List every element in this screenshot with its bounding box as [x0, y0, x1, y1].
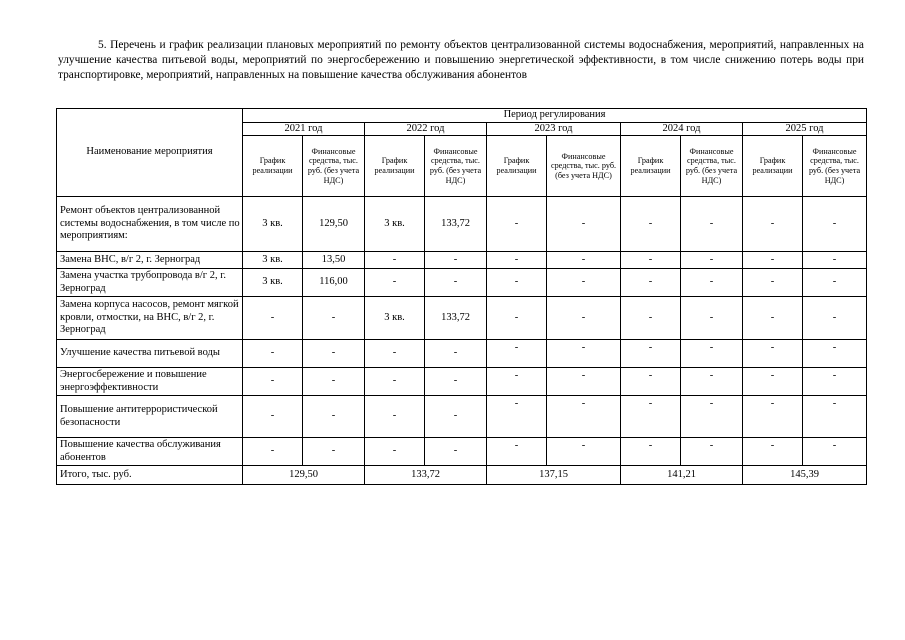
- finance-cell: -: [803, 297, 867, 340]
- finance-cell: -: [547, 368, 621, 396]
- finance-cell: -: [681, 197, 743, 252]
- finance-cell: -: [425, 368, 487, 396]
- schedule-cell: -: [743, 197, 803, 252]
- row-name-cell: Энергосбережение и повышение энергоэффективности: [57, 368, 243, 396]
- total-label: Итого, тыс. руб.: [57, 466, 243, 485]
- section-intro-paragraph: 5. Перечень и график реализации плановых мероприятий по ремонту объектов централизованной системы водоснабжения, мероприятий, направленных на улучшение качества питьевой воды, мероприятий по энергосбережению и повышению энергетической эффективности, в том числе снижению потерь воды при транспортировке, мероприятий, направленных на повышение качества обслуживания абонентов: [58, 39, 864, 81]
- schedule-cell: 3 кв.: [365, 197, 425, 252]
- finance-cell: -: [547, 340, 621, 368]
- row-name-cell: Замена участка трубопровода в/г 2, г. Зерноград: [57, 269, 243, 297]
- schedule-subheader: График реализации: [743, 136, 803, 197]
- schedule-cell: -: [743, 368, 803, 396]
- finance-cell: -: [425, 252, 487, 269]
- schedule-cell: -: [621, 368, 681, 396]
- schedule-cell: -: [487, 368, 547, 396]
- schedule-cell: -: [743, 297, 803, 340]
- schedule-cell: -: [243, 340, 303, 368]
- schedule-cell: 3 кв.: [365, 297, 425, 340]
- finance-cell: -: [803, 269, 867, 297]
- year-header-2024: 2024 год: [621, 122, 743, 136]
- finance-subheader: Финансовые средства, тыс. руб. (без учета НДС): [681, 136, 743, 197]
- schedule-cell: -: [487, 252, 547, 269]
- schedule-cell: -: [743, 340, 803, 368]
- finance-subheader: Финансовые средства, тыс. руб. (без учета НДС): [803, 136, 867, 197]
- schedule-cell: -: [743, 269, 803, 297]
- schedule-cell: -: [621, 396, 681, 438]
- schedule-cell: -: [487, 438, 547, 466]
- table-row: [57, 197, 867, 252]
- year-header-2025: 2025 год: [743, 122, 867, 136]
- finance-cell: -: [803, 438, 867, 466]
- total-value-cell: 141,21: [621, 466, 743, 485]
- finance-cell: -: [547, 396, 621, 438]
- schedule-cell: -: [365, 269, 425, 297]
- finance-cell: 116,00: [303, 269, 365, 297]
- table-row: [57, 368, 867, 396]
- schedule-cell: -: [243, 297, 303, 340]
- finance-cell: -: [303, 340, 365, 368]
- finance-cell: -: [547, 297, 621, 340]
- finance-cell: -: [803, 340, 867, 368]
- total-value-cell: 137,15: [487, 466, 621, 485]
- schedule-cell: 3 кв.: [243, 197, 303, 252]
- schedule-cell: -: [365, 368, 425, 396]
- row-name-cell: Замена корпуса насосов, ремонт мягкой кровли, отмостки, на ВНС, в/г 2, г. Зерноград: [57, 297, 243, 340]
- schedule-cell: -: [487, 269, 547, 297]
- finance-subheader: Финансовые средства, тыс. руб. (без учета НДС): [547, 136, 621, 197]
- total-value-cell: 145,39: [743, 466, 867, 485]
- schedule-cell: -: [487, 297, 547, 340]
- finance-cell: -: [803, 368, 867, 396]
- finance-cell: -: [803, 252, 867, 269]
- finance-cell: -: [803, 396, 867, 438]
- name-column-header: Наименование мероприятия: [57, 109, 243, 197]
- schedule-cell: 3 кв.: [243, 269, 303, 297]
- finance-subheader: Финансовые средства, тыс. руб. (без учета НДС): [303, 136, 365, 197]
- schedule-cell: -: [743, 396, 803, 438]
- finance-cell: -: [425, 396, 487, 438]
- schedule-cell: -: [621, 197, 681, 252]
- total-row: [57, 466, 867, 485]
- finance-cell: 133,72: [425, 297, 487, 340]
- finance-cell: -: [303, 438, 365, 466]
- schedule-cell: -: [487, 197, 547, 252]
- schedule-cell: -: [621, 269, 681, 297]
- finance-cell: -: [681, 368, 743, 396]
- plan-table-body: [57, 197, 867, 485]
- table-row: [57, 252, 867, 269]
- year-header-2021: 2021 год: [243, 122, 365, 136]
- finance-cell: -: [303, 297, 365, 340]
- period-header: Период регулирования: [243, 109, 867, 123]
- schedule-cell: -: [743, 438, 803, 466]
- schedule-subheader: График реализации: [487, 136, 547, 197]
- schedule-cell: -: [743, 252, 803, 269]
- row-name-cell: Улучшение качества питьевой воды: [57, 340, 243, 368]
- total-value-cell: 133,72: [365, 466, 487, 485]
- finance-cell: -: [681, 438, 743, 466]
- schedule-cell: -: [621, 252, 681, 269]
- finance-cell: -: [681, 340, 743, 368]
- row-name-cell: Замена ВНС, в/г 2, г. Зерноград: [57, 252, 243, 269]
- schedule-cell: -: [365, 438, 425, 466]
- row-name-cell: Ремонт объектов централизованной системы водоснабжения, в том числе по мероприятиям:: [57, 197, 243, 252]
- schedule-cell: -: [621, 438, 681, 466]
- finance-cell: 129,50: [303, 197, 365, 252]
- year-header-2022: 2022 год: [365, 122, 487, 136]
- finance-subheader: Финансовые средства, тыс. руб. (без учета НДС): [425, 136, 487, 197]
- finance-cell: -: [681, 396, 743, 438]
- finance-cell: -: [303, 368, 365, 396]
- year-header-2023: 2023 год: [487, 122, 621, 136]
- finance-cell: -: [547, 269, 621, 297]
- schedule-subheader: График реализации: [243, 136, 303, 197]
- schedule-subheader: График реализации: [621, 136, 681, 197]
- finance-cell: -: [547, 197, 621, 252]
- schedule-cell: -: [621, 340, 681, 368]
- finance-cell: 133,72: [425, 197, 487, 252]
- finance-cell: -: [681, 269, 743, 297]
- total-value-cell: 129,50: [243, 466, 365, 485]
- schedule-cell: -: [487, 396, 547, 438]
- plan-schedule-table: [56, 108, 867, 485]
- table-row: [57, 438, 867, 466]
- schedule-cell: -: [243, 368, 303, 396]
- schedule-cell: -: [243, 438, 303, 466]
- schedule-subheader: График реализации: [365, 136, 425, 197]
- finance-cell: -: [803, 197, 867, 252]
- finance-cell: -: [681, 297, 743, 340]
- finance-cell: -: [303, 396, 365, 438]
- table-row: [57, 340, 867, 368]
- row-name-cell: Повышение качества обслуживания абонентов: [57, 438, 243, 466]
- finance-cell: -: [425, 269, 487, 297]
- schedule-cell: -: [243, 396, 303, 438]
- schedule-cell: 3 кв.: [243, 252, 303, 269]
- schedule-cell: -: [365, 340, 425, 368]
- finance-cell: -: [425, 438, 487, 466]
- schedule-cell: -: [621, 297, 681, 340]
- table-row: [57, 297, 867, 340]
- finance-cell: -: [547, 252, 621, 269]
- schedule-cell: -: [365, 252, 425, 269]
- table-row: [57, 269, 867, 297]
- finance-cell: 13,50: [303, 252, 365, 269]
- table-row: [57, 396, 867, 438]
- row-name-cell: Повышение антитеррористической безопасности: [57, 396, 243, 438]
- schedule-cell: -: [365, 396, 425, 438]
- schedule-cell: -: [487, 340, 547, 368]
- finance-cell: -: [425, 340, 487, 368]
- finance-cell: -: [547, 438, 621, 466]
- finance-cell: -: [681, 252, 743, 269]
